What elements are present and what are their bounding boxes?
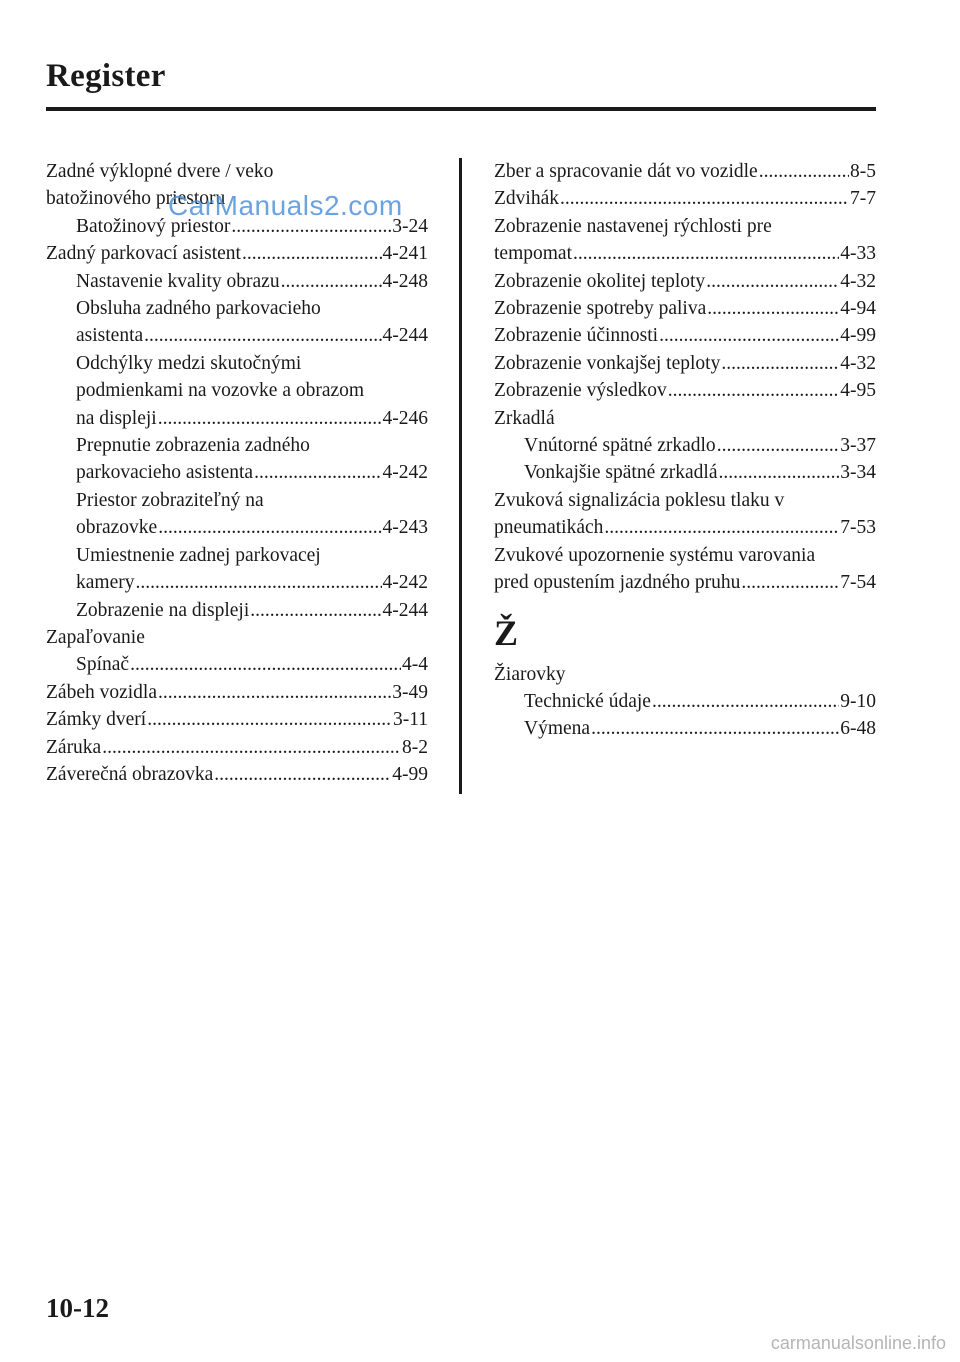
index-entry <box>494 213 876 240</box>
index-entry-text: Zvuková signalizácia poklesu tlaku v <box>494 489 785 511</box>
dot-leader <box>158 679 391 706</box>
dot-leader <box>741 569 839 596</box>
index-entry-text: na displeji <box>76 407 157 429</box>
dot-leader <box>254 459 381 486</box>
index-column-right <box>494 158 876 743</box>
index-entry-text: Zábeh vozidla <box>46 681 157 703</box>
index-entry-text: Zobrazenie nastavenej rýchlosti pre <box>494 215 772 237</box>
index-entry-page: 4-242 <box>382 462 428 484</box>
dot-leader <box>719 459 840 486</box>
index-entry-text: Zámky dverí <box>46 709 147 731</box>
index-entry <box>46 679 428 706</box>
index-entry-page: 9-10 <box>840 690 876 712</box>
dot-leader <box>604 514 839 541</box>
index-entry-text: parkovacieho asistenta <box>76 462 254 484</box>
index-entry-text: Zdvihák <box>494 188 559 210</box>
index-entry-page: 7-53 <box>840 517 876 539</box>
index-entry <box>46 734 428 761</box>
index-entry <box>46 459 428 486</box>
index-entry-text: Batožinový priestor <box>76 215 231 237</box>
index-entry <box>494 322 876 349</box>
index-entry-page: 4-242 <box>382 572 428 594</box>
dot-leader <box>147 706 392 733</box>
index-entry <box>494 661 876 688</box>
index-entry-page: 4-94 <box>840 298 876 320</box>
index-entry-text: Vonkajšie spätné zrkadlá <box>524 462 718 484</box>
dot-leader <box>214 761 391 788</box>
index-entry-page: 4-33 <box>840 243 876 265</box>
index-entry-text: Žiarovky <box>494 663 566 685</box>
index-entry-page: 3-49 <box>392 681 428 703</box>
index-entry-text: asistenta <box>76 325 144 347</box>
index-entry-text: Záverečná obrazovka <box>46 763 214 785</box>
page-title: Register <box>46 58 166 94</box>
index-entry-page: 3-37 <box>840 435 876 457</box>
watermark-logo: CarManuals2.com <box>168 190 403 221</box>
dot-leader <box>706 268 839 295</box>
index-entry-page: 4-95 <box>840 380 876 402</box>
index-entry <box>46 432 428 459</box>
index-entry <box>46 514 428 541</box>
index-entry <box>494 268 876 295</box>
index-entry <box>46 597 428 624</box>
dot-leader <box>652 688 839 715</box>
index-entry-page: 7-7 <box>850 188 876 210</box>
index-entry <box>46 542 428 569</box>
index-entry <box>46 624 428 651</box>
index-entry-text: Zobrazenie spotreby paliva <box>494 298 707 320</box>
index-entry <box>494 459 876 486</box>
index-column-left <box>46 158 428 788</box>
index-entry-text: pneumatikách <box>494 517 604 539</box>
index-entry <box>46 268 428 295</box>
dot-leader <box>102 734 401 761</box>
index-entry-text: podmienkami na vozovke a obrazom <box>76 380 365 402</box>
page-number: 10-12 <box>46 1293 109 1323</box>
dot-leader <box>573 240 839 267</box>
index-right-entries <box>494 158 876 597</box>
index-entry-page: 4-244 <box>382 325 428 347</box>
index-entry-page: 4-241 <box>382 243 428 265</box>
index-entry-page: 4-246 <box>382 407 428 429</box>
index-entry-page: 8-2 <box>402 736 428 758</box>
index-entry-text: Vnútorné spätné zrkadlo <box>524 435 716 457</box>
index-entry <box>46 405 428 432</box>
index-entry-text: Technické údaje <box>524 690 651 712</box>
index-entry <box>46 295 428 322</box>
index-entry-text: kamery <box>76 572 135 594</box>
dot-leader <box>721 350 839 377</box>
dot-leader <box>242 240 382 267</box>
index-entry <box>46 322 428 349</box>
index-entry <box>46 377 428 404</box>
index-entry <box>494 487 876 514</box>
index-entry-page: 4-32 <box>840 352 876 374</box>
index-entry-text: Zobrazenie výsledkov <box>494 380 667 402</box>
index-entry-page: 4-248 <box>382 270 428 292</box>
index-entry-text: Zber a spracovanie dát vo vozidle <box>494 161 758 182</box>
dot-leader <box>144 322 381 349</box>
index-entry <box>494 295 876 322</box>
index-entry-page: 4-32 <box>840 270 876 292</box>
index-entry <box>494 432 876 459</box>
index-entry-page: 8-5 <box>850 161 876 182</box>
index-entry-page: 4-243 <box>382 517 428 539</box>
index-entry <box>46 158 428 185</box>
dot-leader <box>250 597 381 624</box>
index-entry-text: Zobrazenie okolitej teploty <box>494 270 706 292</box>
index-entry <box>494 715 876 742</box>
index-entry <box>494 688 876 715</box>
index-entry-page: 4-244 <box>382 599 428 621</box>
index-entry-text: Odchýlky medzi skutočnými <box>76 352 302 374</box>
index-entry-page: 4-99 <box>392 763 428 785</box>
dot-leader <box>717 432 840 459</box>
index-section-entries <box>494 661 876 743</box>
index-entry-text: Zadný parkovací asistent <box>46 243 241 265</box>
index-entry-page: 3-34 <box>840 462 876 484</box>
dot-leader <box>560 185 849 212</box>
index-entry-text: Zvukové upozornenie systému varovania <box>494 544 816 566</box>
index-entry-text: Spínač <box>76 654 130 676</box>
index-entry <box>494 405 876 432</box>
index-entry-text: pred opustením jazdného pruhu <box>494 572 741 594</box>
index-entry <box>494 569 876 596</box>
index-entry-text: Zapaľovanie <box>46 626 145 648</box>
index-entry <box>494 542 876 569</box>
index-entry-page: 4-4 <box>402 654 428 676</box>
dot-leader <box>659 322 839 349</box>
index-entry-text: Prepnutie zobrazenia zadného <box>76 435 310 457</box>
index-entry-text: Zobrazenie vonkajšej teploty <box>494 352 721 374</box>
index-entry <box>46 651 428 678</box>
index-entry-text: Umiestnenie zadnej parkovacej <box>76 544 321 566</box>
index-entry-text: Výmena <box>524 718 591 740</box>
index-entry <box>494 240 876 267</box>
watermark-url: carmanualsonline.info <box>770 1333 946 1353</box>
index-entry <box>494 350 876 377</box>
dot-leader <box>130 651 401 678</box>
index-entry-text: obrazovke <box>76 517 158 539</box>
index-entry <box>46 240 428 267</box>
index-entry-text: Nastavenie kvality obrazu <box>76 270 280 292</box>
index-entry-text: tempomat <box>494 243 572 265</box>
dot-leader <box>135 569 381 596</box>
index-entry-page: 3-24 <box>392 215 428 237</box>
index-entry-text: Zobrazenie na displeji <box>76 599 250 621</box>
index-entry <box>46 761 428 788</box>
index-entry <box>494 185 876 212</box>
section-letter-heading: Ž <box>494 612 519 653</box>
header-rule <box>46 107 876 111</box>
index-entry <box>46 569 428 596</box>
dot-leader <box>158 405 382 432</box>
index-entry-text: Záruka <box>46 736 102 758</box>
index-entry-text: Zrkadlá <box>494 407 555 429</box>
index-entry-text: Zobrazenie účinnosti <box>494 325 659 347</box>
index-entry-page: 6-48 <box>840 718 876 740</box>
index-entry <box>46 487 428 514</box>
index-entry-page: 3-11 <box>392 709 428 731</box>
index-entry-page: 4-99 <box>840 325 876 347</box>
dot-leader <box>158 514 381 541</box>
index-entry <box>46 706 428 733</box>
index-entry <box>494 377 876 404</box>
dot-leader <box>281 268 382 295</box>
dot-leader <box>707 295 839 322</box>
index-entry <box>494 514 876 541</box>
index-entry <box>46 350 428 377</box>
index-entry-text: Obsluha zadného parkovacieho <box>76 298 321 320</box>
dot-leader <box>668 377 840 404</box>
dot-leader <box>591 715 839 742</box>
index-entry-text: batožinového priestoru <box>46 188 226 210</box>
index-entry-text: Priestor zobraziteľný na <box>76 489 264 511</box>
column-divider <box>459 158 462 794</box>
index-entry <box>494 158 876 185</box>
dot-leader <box>759 158 849 185</box>
index-entry-text: Zadné výklopné dvere / veko <box>46 161 274 182</box>
index-entry-page: 7-54 <box>840 572 876 594</box>
